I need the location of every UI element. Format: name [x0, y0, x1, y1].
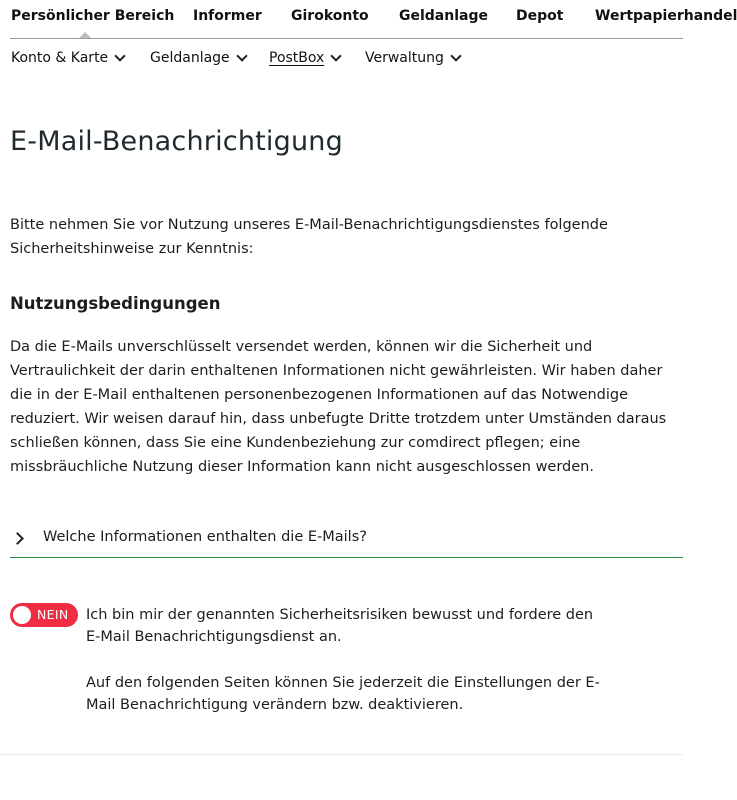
- chevron-down-icon: [331, 50, 342, 61]
- top-nav-item-girokonto[interactable]: Girokonto: [291, 8, 369, 24]
- sub-nav-label-active: PostBox: [269, 50, 325, 66]
- sub-nav-item-geldanlage[interactable]: [150, 50, 246, 66]
- sub-nav-label: Verwaltung: [365, 50, 444, 66]
- settings-note: Auf den folgenden Seiten können Sie jederzeit die Einstellungen der E-Mail Benachrichtigung verändern bzw. deaktivieren.: [86, 675, 600, 713]
- top-nav-item-informer[interactable]: Informer: [193, 8, 262, 24]
- top-nav-item-depot[interactable]: Depot: [516, 8, 564, 24]
- chevron-down-icon: [450, 50, 461, 61]
- consent-text: Ich bin mir der genannten Sicherheitsrisiken bewusst und fordere den E-Mail Benachrichtigungsdienst an.: [86, 607, 594, 645]
- accordion-label: Welche Informationen enthalten die E-Mails?: [43, 529, 367, 545]
- sub-nav-label: Konto & Karte: [11, 50, 109, 66]
- bottom-divider: [0, 754, 683, 755]
- toggle-knob: [13, 606, 31, 624]
- top-nav-item-persoenlicher-bereich[interactable]: Persönlicher Bereich: [11, 8, 175, 24]
- top-nav-item-geldanlage[interactable]: Geldanlage: [399, 8, 488, 24]
- top-nav-item-wertpapierhandel[interactable]: Wertpapierhandel: [595, 8, 737, 24]
- chevron-right-icon: [11, 532, 24, 545]
- toggle-state-label: NEIN: [37, 607, 69, 622]
- sub-nav-item-verwaltung[interactable]: [365, 50, 460, 66]
- information-accordion[interactable]: [10, 526, 683, 558]
- sub-nav-item-konto-karte[interactable]: [11, 50, 124, 66]
- consent-toggle[interactable]: [10, 603, 78, 627]
- sub-nav-item-postbox[interactable]: [269, 50, 340, 66]
- sub-nav-label: Geldanlage: [150, 50, 230, 66]
- section-title: Nutzungsbedingungen: [10, 294, 221, 313]
- top-navigation: [0, 0, 737, 40]
- chevron-down-icon: [115, 50, 126, 61]
- page-title: E-Mail-Benachrichtigung: [10, 126, 343, 157]
- top-nav-divider: [10, 38, 683, 39]
- chevron-down-icon: [236, 50, 247, 61]
- intro-text: Bitte nehmen Sie vor Nutzung unseres E-Mail-Benachrichtigungsdienstes folgende Sicherheitshinweise zur Kenntnis:: [10, 217, 608, 257]
- terms-text: Da die E-Mails unverschlüsselt versendet werden, können wir die Sicherheit und Vertraulichkeit der darin enthaltenen Informationen nicht gewährleisten. Wir haben daher die in der E-Mail enthaltenen personenbezogenen Informationen auf das Notwendige reduziert. Wir weisen darauf hin, dass unbefugte Dritte trotzdem unter Umständen daraus schließen können, dass Sie eine Kundenbeziehung zur comdirect pflegen; eine missbräuchliche Nutzung dieser Information kann nicht ausgeschlossen werden.: [10, 339, 667, 475]
